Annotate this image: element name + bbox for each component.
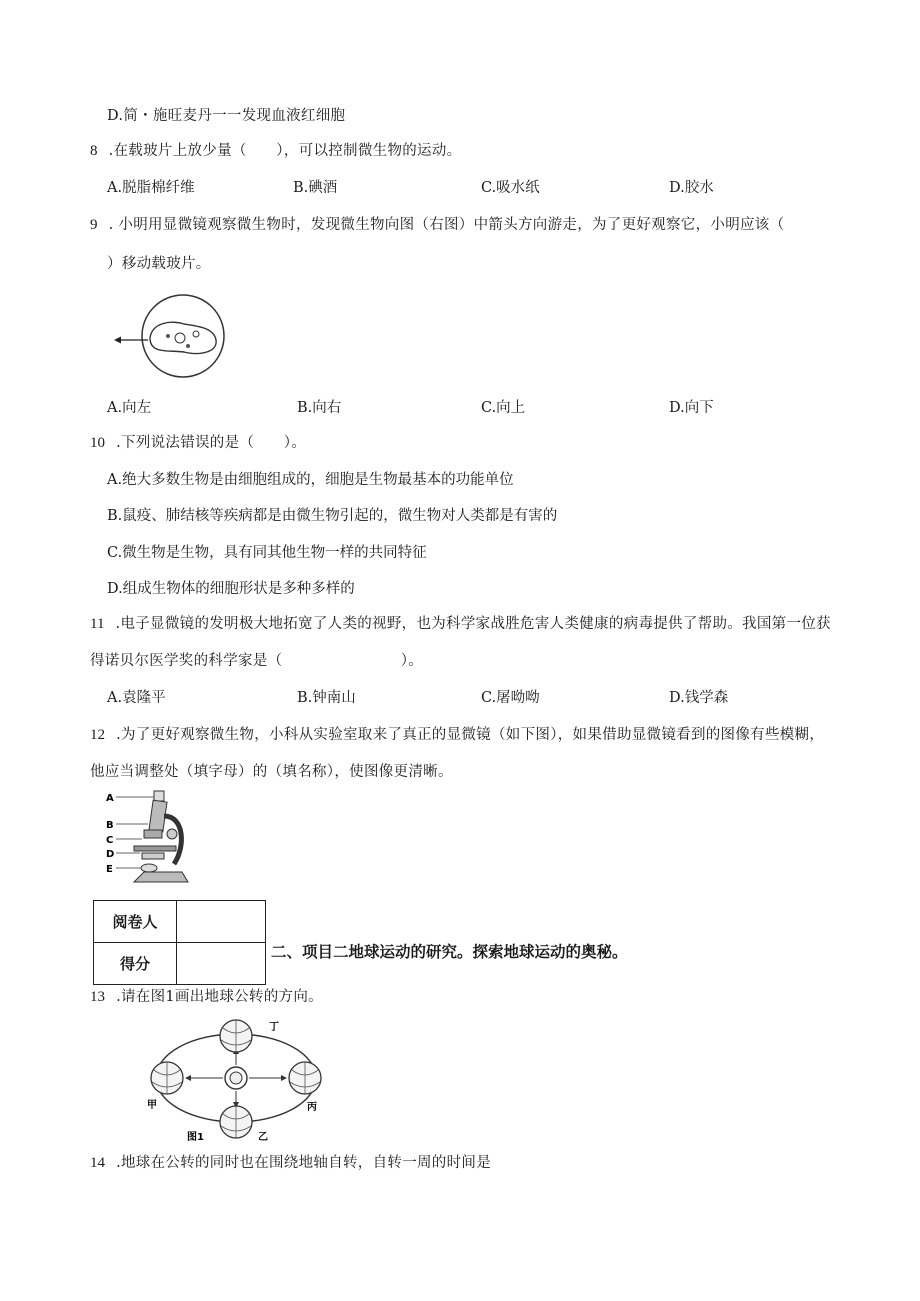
q9-option-d[interactable]: D.向下: [669, 400, 714, 416]
q9-option-b[interactable]: B.向右: [297, 400, 342, 416]
q10-option-b[interactable]: B.鼠疫、肺结核等疾病都是由微生物引起的，微生物对人类都是有害的: [107, 508, 558, 524]
score-table-score-cell[interactable]: [177, 943, 266, 985]
q9-number: 9: [90, 217, 98, 233]
q10-option-d[interactable]: D.组成生物体的细胞形状是多种多样的: [107, 581, 355, 597]
microscope-label-d: D: [106, 849, 115, 860]
microscope-label-c: C: [106, 835, 114, 846]
q8-stem: [90, 139, 461, 160]
figure-caption: 图1: [187, 1132, 204, 1143]
q10-option-a[interactable]: A.绝大多数生物是由细胞组成的，细胞是生物最基本的功能单位: [107, 472, 514, 488]
q11-stem-line1: [90, 612, 831, 633]
q11-option-a[interactable]: A.袁隆平: [107, 690, 166, 706]
microscope-label-a: A: [106, 793, 114, 804]
q11-option-c[interactable]: C.屠呦呦: [481, 690, 540, 706]
arrow-head-icon: [114, 337, 121, 344]
q13-stem-text: .请在图1画出地球公转的方向。: [116, 989, 323, 1005]
orbit-label-bing: 丙: [307, 1102, 317, 1113]
q9-option-a[interactable]: A.向左: [107, 400, 152, 416]
q11-number: 11: [90, 616, 105, 632]
q14-stem-text: .地球在公转的同时也在围绕地轴自转，自转一周的时间是: [116, 1155, 492, 1171]
q11-stem-text-1: .电子显微镜的发明极大地拓宽了人类的视野，也为科学家战胜危害人类健康的病毒提供了帮助。我国第一位获: [115, 616, 831, 632]
q14-number: 14: [90, 1155, 105, 1171]
earth-top-icon: [220, 1020, 252, 1052]
q8-option-c[interactable]: C.吸水纸: [481, 180, 540, 196]
microorganism-view-figure: [110, 286, 230, 386]
microorganism-shape: [150, 322, 216, 353]
q10-option-c[interactable]: C.微生物是生物，具有同其他生物一样的共同特征: [107, 545, 427, 561]
score-table-reviewer-cell[interactable]: [177, 901, 266, 943]
q11-option-d[interactable]: D.钱学森: [669, 690, 729, 706]
q10-stem-text: .下列说法错误的是（ ）。: [116, 435, 307, 451]
q12-number: 12: [90, 727, 105, 743]
q13-stem: [90, 985, 323, 1006]
orbit-label-ding: 丁: [269, 1022, 279, 1033]
q14-stem: [90, 1151, 491, 1172]
earth-bottom-icon: [220, 1106, 252, 1138]
microscope-figure: [104, 786, 196, 890]
q9-stem-text-1: . 小明用显微镜观察微生物时，发现微生物向图（右图）中箭头方向游走，为了更好观察它，小明应该（: [108, 217, 785, 233]
earth-left-icon: [151, 1062, 183, 1094]
q10-number: 10: [90, 435, 105, 451]
q12-stem-line2: 他应当调整处（填字母）的（填名称），使图像更清晰。: [90, 764, 453, 780]
earth-orbit-figure: [143, 1016, 329, 1144]
orbit-label-jia: 甲: [147, 1100, 157, 1111]
q9-option-c[interactable]: C.向上: [481, 400, 526, 416]
view-field-circle: [142, 295, 224, 377]
section-2-title: 二、项目二地球运动的研究。探索地球运动的奥秘。: [271, 943, 628, 961]
q8-number: 8: [90, 143, 98, 159]
q11-option-b[interactable]: B.钟南山: [297, 690, 356, 706]
q12-stem-text-1: .为了更好观察微生物，小科从实验室取来了真正的显微镜（如下图），如果借助显微镜看到的图像有些模糊，: [116, 727, 825, 743]
q8-option-a[interactable]: A.脱脂棉纤维: [107, 180, 195, 196]
q13-number: 13: [90, 989, 105, 1005]
q10-stem: [90, 431, 306, 452]
q12-stem-line1: [90, 723, 824, 744]
earth-right-icon: [289, 1062, 321, 1094]
q7-option-d: D.简・施旺麦丹一一发现血液红细胞: [107, 108, 346, 124]
microscope-label-b: B: [106, 820, 114, 831]
score-table-reviewer-label: 阅卷人: [94, 901, 177, 943]
q11-stem-line2: 得诺贝尔医学奖的科学家是（ ）。: [90, 653, 424, 669]
microscope-label-e: E: [106, 864, 113, 875]
q8-stem-text: .在载玻片上放少量（ ），可以控制微生物的运动。: [108, 143, 462, 159]
q9-stem-line2: ）移动载玻片。: [107, 256, 211, 272]
score-table-score-label: 得分: [94, 943, 177, 985]
q9-stem-line1: [90, 213, 784, 234]
score-table: [93, 900, 266, 985]
orbit-label-yi: 乙: [258, 1132, 268, 1143]
q8-option-b[interactable]: B.碘酒: [293, 180, 338, 196]
q8-option-d[interactable]: D.胶水: [669, 180, 714, 196]
